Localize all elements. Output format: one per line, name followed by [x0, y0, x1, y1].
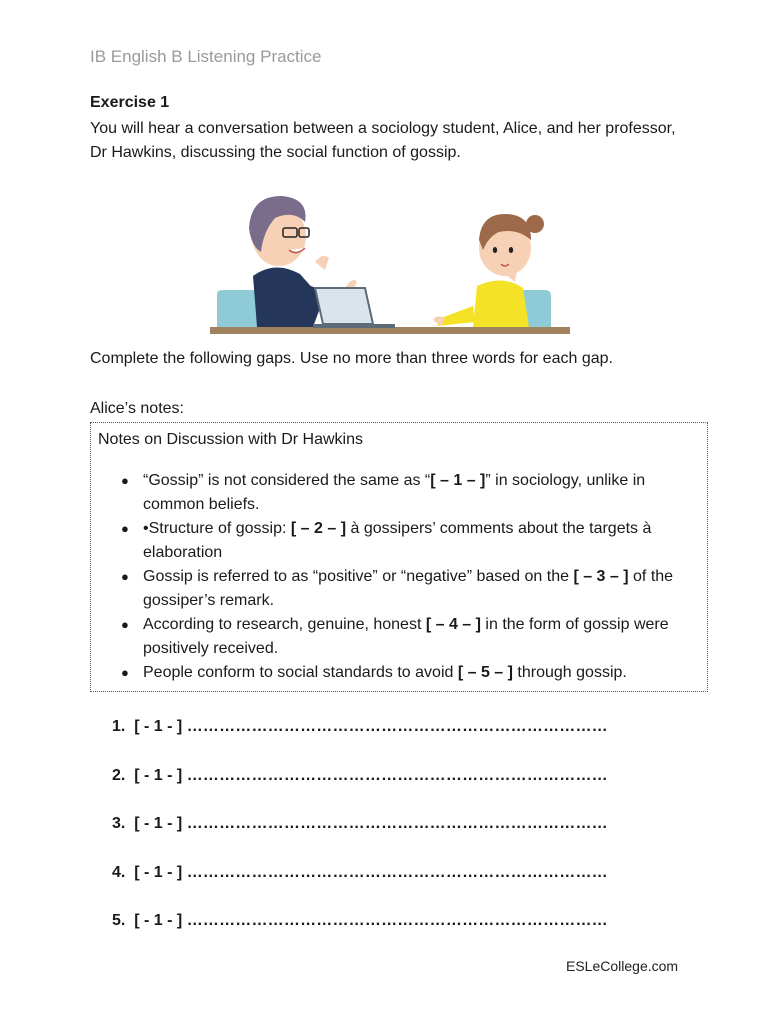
gap-label: [ – 1 – ]	[430, 472, 486, 489]
table-shape	[210, 327, 570, 334]
bullet-icon: ●	[121, 473, 129, 488]
bullet-icon: ●	[121, 521, 129, 536]
gap-label: [ – 5 – ]	[457, 664, 513, 681]
answer-blank[interactable]: ……………………………………………………………………	[186, 766, 608, 784]
list-item: ● Gossip is referred to as “positive” or “negative” based on the [ – 3 – ] of the gossiper’s remark.	[91, 565, 707, 613]
bullet-icon: ●	[121, 617, 129, 632]
answer-blank[interactable]: ……………………………………………………………………	[186, 912, 608, 929]
list-item: ● •Structure of gossip: [ – 2 – ] à gossipers’ comments about the targets à elaboration	[91, 517, 707, 565]
page-header: IB English B Listening Practice	[90, 47, 322, 66]
answer-line-1[interactable]: 1. [ - 1 - ] ……………………………………………………………………	[112, 718, 608, 735]
answer-blank[interactable]: ……………………………………………………………………	[186, 815, 608, 832]
gap-label: [ – 3 – ]	[573, 568, 629, 585]
gap-label: [ – 2 – ]	[290, 520, 347, 537]
bullet-icon: ●	[121, 665, 129, 680]
two-people-talking-illustration	[205, 188, 575, 340]
list-item: ● According to research, genuine, honest [ – 4 – ] in the form of gossip were positively received.	[91, 613, 707, 661]
exercise-intro: You will hear a conversation between a sociology student, Alice, and her professor, Dr Hawkins, discussing the social function of gossip.	[90, 120, 676, 161]
bullet-icon: ●	[121, 569, 129, 584]
footer-site: ESLeCollege.com	[566, 958, 679, 974]
gap-label: [ – 4 – ]	[425, 616, 481, 633]
answer-line-2[interactable]: 2. [ - 1 - ] ……………………………………………………………………	[112, 766, 608, 784]
notes-heading: Notes on Discussion with Dr Hawkins	[98, 431, 363, 448]
answer-blank[interactable]: ……………………………………………………………………	[186, 718, 608, 735]
student-body-shape	[473, 280, 529, 327]
instructions: Complete the following gaps. Use no more than three words for each gap.	[90, 350, 613, 367]
notes-list	[91, 469, 707, 685]
notes-label: Alice’s notes:	[90, 400, 184, 417]
answer-list	[112, 718, 608, 961]
answer-line-4[interactable]: 4. [ - 1 - ] ……………………………………………………………………	[112, 863, 608, 881]
exercise-title: Exercise 1	[90, 94, 170, 111]
list-item: ● “Gossip” is not considered the same as “[ – 1 – ]” in sociology, unlike in common beliefs.	[91, 469, 707, 517]
list-item: ● People conform to social standards to avoid [ – 5 – ] through gossip.	[91, 661, 707, 685]
answer-line-3[interactable]: 3. [ - 1 - ] ……………………………………………………………………	[112, 815, 608, 832]
answer-line-5[interactable]: 5. [ - 1 - ] ……………………………………………………………………	[112, 912, 608, 929]
answer-blank[interactable]: ……………………………………………………………………	[186, 863, 608, 881]
laptop-shape	[315, 288, 373, 324]
notes-box	[90, 422, 708, 692]
